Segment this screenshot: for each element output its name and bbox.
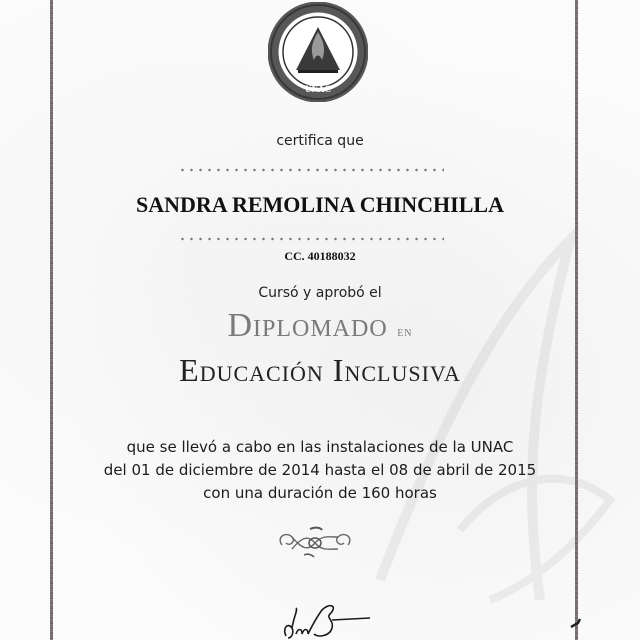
id-number: CC. 40188032 bbox=[284, 249, 356, 263]
completed-label: Cursó y aprobó el bbox=[258, 285, 382, 301]
program-title-line2: Educación Inclusiva bbox=[179, 352, 461, 388]
detail-dates: del 01 de diciembre de 2014 hasta el 08 de abril de 2015 bbox=[103, 461, 537, 479]
dotted-divider-top bbox=[178, 168, 444, 172]
detail-duration: con una duración de 160 horas bbox=[203, 484, 437, 502]
recipient-name: SANDRA REMOLINA CHINCHILLA bbox=[136, 192, 504, 217]
signature-icon bbox=[278, 598, 378, 640]
flourish-ornament-icon bbox=[272, 525, 358, 561]
dotted-divider-bottom bbox=[178, 237, 444, 241]
svg-text:UNAC: UNAC bbox=[305, 84, 331, 94]
unac-logo-icon bbox=[268, 2, 368, 102]
program-title-line1 bbox=[0, 307, 640, 345]
program-type: Diplomado bbox=[227, 307, 388, 344]
detail-location: que se llevó a cabo en las instalaciones de la UNAC bbox=[126, 438, 514, 456]
certifies-label: certifica que bbox=[276, 133, 364, 149]
program-connector: en bbox=[397, 325, 413, 340]
ink-mark-icon bbox=[570, 618, 584, 628]
